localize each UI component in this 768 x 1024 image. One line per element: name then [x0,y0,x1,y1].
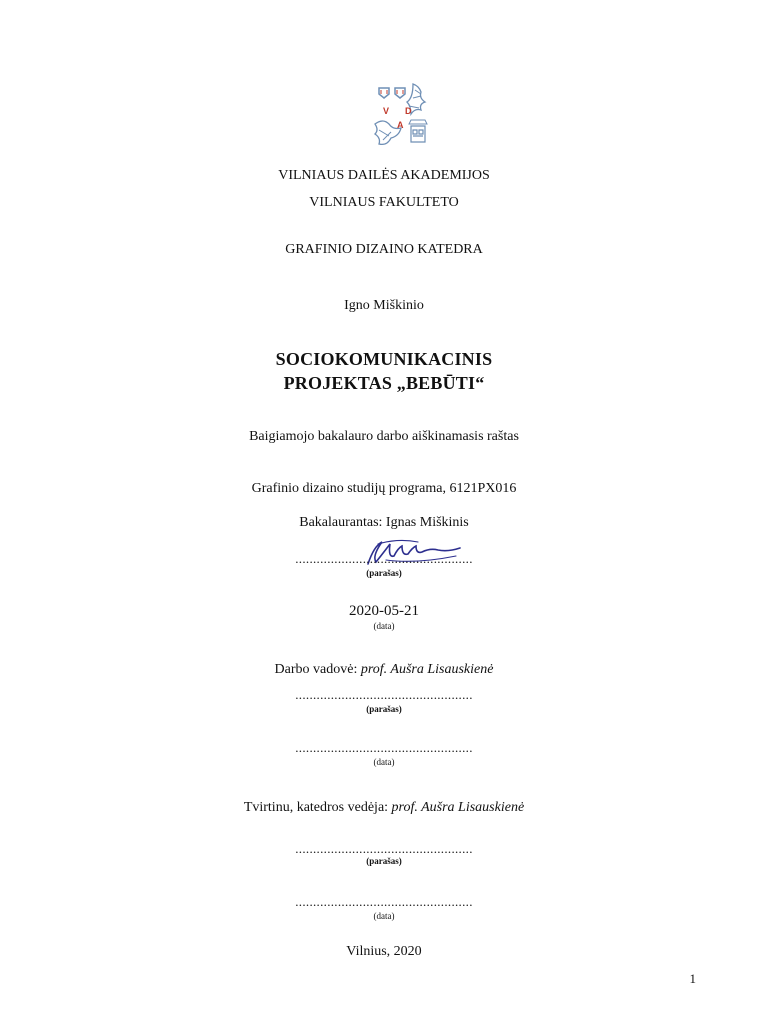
bachelor-signature-dots: .................................................. [295,551,473,566]
supervisor-date-caption: (data) [373,757,395,767]
page-number: 1 [689,971,696,986]
bachelor-label: Bakalaurantas: [299,515,383,530]
thesis-title-line-1: SOCIOKOMUNIKACINIS [275,349,493,369]
approval-signature-dots: .................................................. [295,841,473,856]
supervisor-line [0,663,768,677]
supervisor-signature-dots: .................................................. [295,687,473,702]
study-program: Grafinio dizaino studijų programa, 6121PX016 [251,481,517,496]
author-name: Igno Miškinio [344,298,424,313]
bachelor-date-caption: (data) [373,621,395,631]
approval-line [0,801,768,815]
logo-letter-a: A [397,120,404,130]
faculty-name: VILNIAUS FAKULTETO [309,195,459,210]
document-type: Baigiamojo bakalauro darbo aiškinamasis raštas [249,429,519,444]
academy-logo [369,80,435,158]
approval-date-caption: (data) [373,911,395,921]
supervisor-signature-caption: (parašas) [366,704,402,714]
supervisor-label: Darbo vadovė: [274,662,358,677]
approval-name: prof. Aušra Lisauskienė [391,800,525,815]
place-and-year: Vilnius, 2020 [346,944,422,959]
department-name: GRAFINIO DIZAINO KATEDRA [285,242,483,257]
supervisor-date-dots: .................................................. [295,740,473,755]
logo-letter-v: V [383,106,390,116]
bachelor-date: 2020-05-21 [349,603,419,619]
bachelor-name: Ignas Miškinis [385,515,469,530]
bachelor-signature-caption: (parašas) [366,568,402,578]
approval-date-dots: .................................................. [295,894,473,909]
approval-label: Tvirtinu, katedros vedėja: [243,800,389,815]
bachelor-line [0,516,768,530]
logo-letter-d: D [405,106,412,116]
approval-signature-caption: (parašas) [366,856,402,866]
academy-name: VILNIAUS DAILĖS AKADEMIJOS [278,168,490,183]
supervisor-name: prof. Aušra Lisauskienė [360,662,494,677]
thesis-title-line-2: PROJEKTAS „BEBŪTI“ [283,373,485,393]
